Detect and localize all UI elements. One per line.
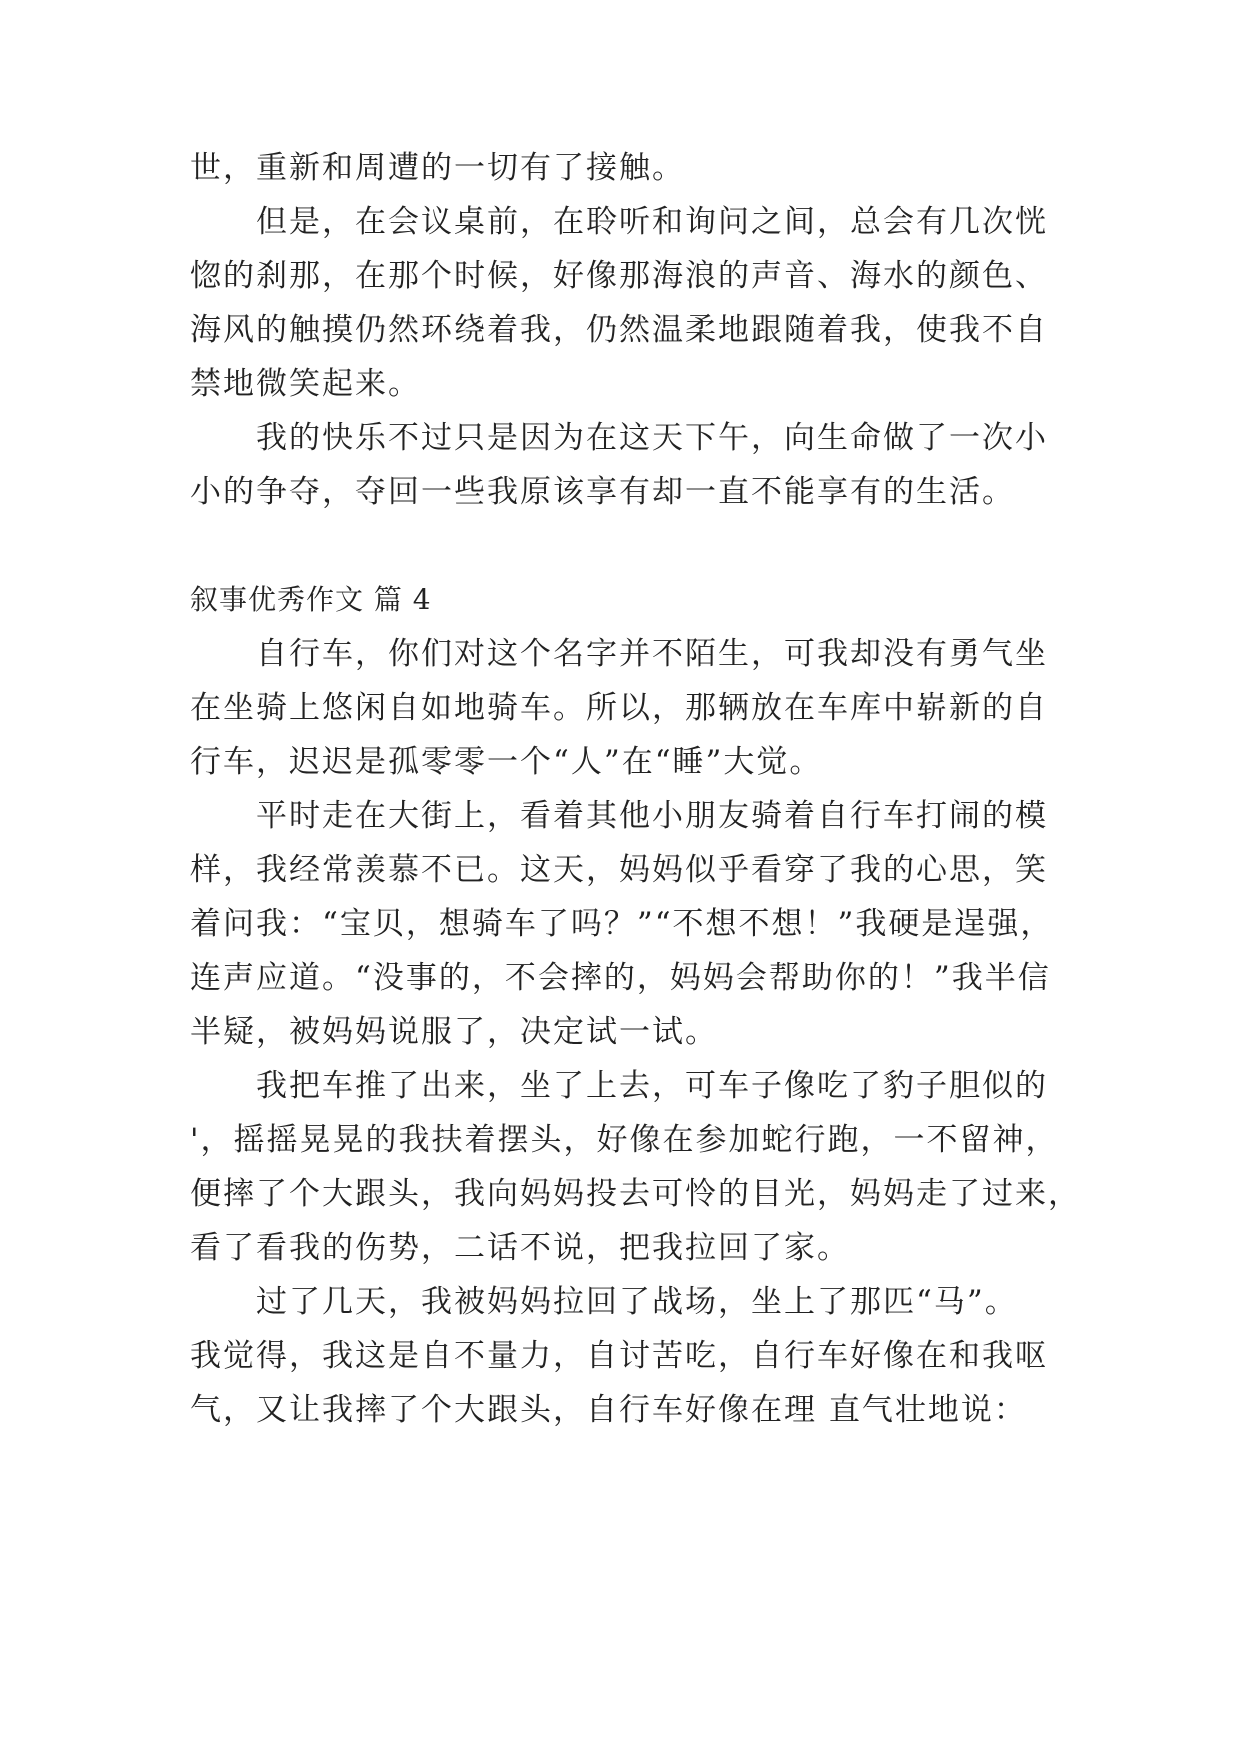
text-line: 我觉得，我这是自不量力，自讨苦吃，自行车好像在和我呕	[190, 1338, 1048, 1374]
text-line: 但是，在会议桌前，在聆听和询问之间，总会有几次恍	[256, 204, 1048, 240]
text-line: 平时走在大街上，看着其他小朋友骑着自行车打闹的模	[256, 798, 1048, 834]
text-line: 禁地微笑起来。	[190, 366, 421, 402]
text-line: 惚的刹那，在那个时候，好像那海浪的声音、海水的颜色、	[190, 258, 1048, 294]
text-line: 世，重新和周遭的一切有了接触。	[190, 150, 685, 186]
text-line: 在坐骑上悠闲自如地骑车。所以，那辆放在车库中崭新的自	[190, 690, 1048, 726]
text-line: 便摔了个大跟头，我向妈妈投去可怜的目光，妈妈走了过来，	[190, 1176, 1081, 1212]
text-line: 我把车推了出来，坐了上去，可车子像吃了豹子胆似的	[256, 1068, 1048, 1104]
text-line: 自行车，你们对这个名字并不陌生，可我却没有勇气坐	[256, 636, 1048, 672]
text-line: 样，我经常羡慕不已。这天，妈妈似乎看穿了我的心思，笑	[190, 852, 1048, 888]
text-line: 气，又让我摔了个大跟头，自行车好像在理 直气壮地说：	[190, 1392, 1027, 1428]
text-line: '，摇摇晃晃的我扶着摆头，好像在参加蛇行跑，一不留神，	[190, 1122, 1059, 1158]
text-line: 海风的触摸仍然环绕着我，仍然温柔地跟随着我，使我不自	[190, 312, 1048, 348]
text-line: 着问我：“宝贝，想骑车了吗？”“不想不想！”我硬是逞强，	[190, 906, 1054, 942]
text-line: 过了几天，我被妈妈拉回了战场，坐上了那匹“马”。	[256, 1284, 1018, 1320]
text-line: 半疑，被妈妈说服了，决定试一试。	[190, 1014, 718, 1050]
text-line: 连声应道。“没事的，不会摔的，妈妈会帮助你的！”我半信	[190, 960, 1051, 996]
text-line: 行车，迟迟是孤零零一个“人”在“睡”大觉。	[190, 744, 823, 780]
text-line: 看了看我的伤势，二话不说，把我拉回了家。	[190, 1230, 850, 1266]
section-title: 叙事优秀作文 篇 4	[190, 583, 432, 616]
text-line: 我的快乐不过只是因为在这天下午，向生命做了一次小	[256, 420, 1048, 456]
text-line: 小的争夺，夺回一些我原该享有却一直不能享有的生活。	[190, 474, 1015, 510]
